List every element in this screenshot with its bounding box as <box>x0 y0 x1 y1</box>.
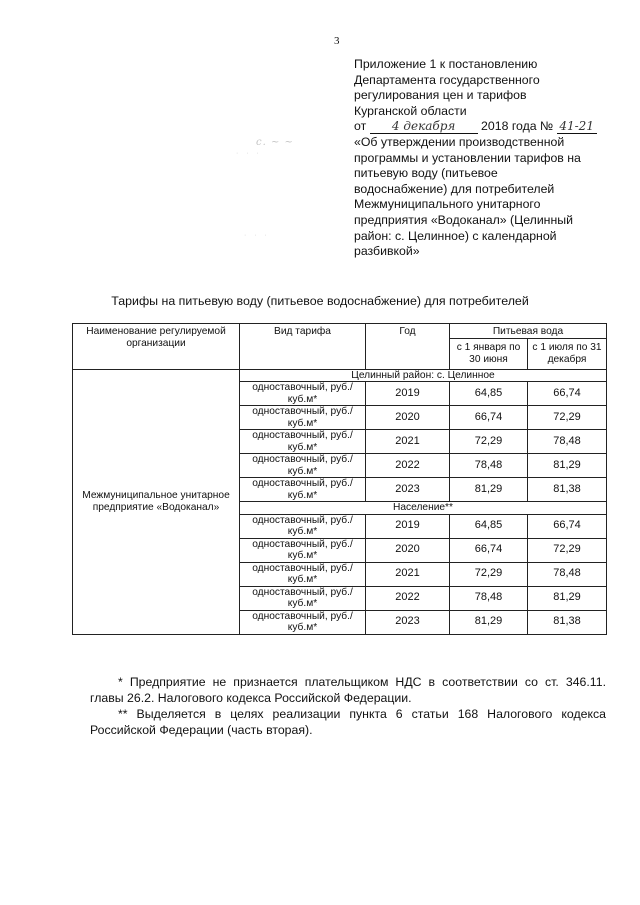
cell-year: 2023 <box>366 610 450 634</box>
cell-tariff-type: одноставочный, руб./куб.м* <box>240 514 366 538</box>
cell-tariff-type: одноставочный, руб./куб.м* <box>240 454 366 478</box>
cell-year: 2022 <box>366 586 450 610</box>
date-suffix: 2018 года № <box>481 119 554 134</box>
section-title: Население** <box>240 502 607 515</box>
cell-period-1: 72,29 <box>450 562 528 586</box>
annex-about-line: питьевую воду (питьевое <box>354 166 498 181</box>
cell-period-1: 78,48 <box>450 586 528 610</box>
cell-period-1: 66,74 <box>450 538 528 562</box>
annex-line: регулирования цен и тарифов <box>354 88 527 103</box>
page-number: 3 <box>334 35 340 47</box>
cell-year: 2020 <box>366 538 450 562</box>
cell-period-2: 81,38 <box>528 478 607 502</box>
cell-tariff-type: одноставочный, руб./куб.м* <box>240 586 366 610</box>
footnote-vat: * Предприятие не признается плательщиком НДС в соответствии со ст. 346.11. главы 26.2. Налогового кодекса Российской Федерации. <box>90 675 606 705</box>
annex-date-line <box>354 119 604 135</box>
annex-line: Приложение 1 к постановлению <box>354 57 538 71</box>
cell-tariff-type: одноставочный, руб./куб.м* <box>240 406 366 430</box>
cell-period-2: 81,38 <box>528 610 607 634</box>
organization-name: Межмуниципальное унитарное предприятие «Водоканал» <box>73 369 240 634</box>
annex-line: Курганской области <box>354 103 467 118</box>
annex-about-line: Межмуниципального унитарного <box>354 197 541 212</box>
cell-tariff-type: одноставочный, руб./куб.м* <box>240 430 366 454</box>
footnote-population: ** Выделяется в целях реализации пункта 6 статьи 168 Налогового кодекса Российской Федерации (часть вторая). <box>90 707 606 737</box>
faint-stamp-mark: с. ~ ~ <box>256 137 294 148</box>
header-period-1: с 1 января по 30 июня <box>450 338 528 369</box>
date-prefix: от <box>354 119 367 134</box>
header-water: Питьевая вода <box>450 324 607 339</box>
cell-period-2: 81,29 <box>528 454 607 478</box>
annex-header <box>354 57 604 260</box>
cell-period-2: 66,74 <box>528 514 607 538</box>
cell-period-1: 64,85 <box>450 382 528 406</box>
section-title: Целинный район: с. Целинное <box>240 369 607 382</box>
header-period-2: с 1 июля по 31 декабря <box>528 338 607 369</box>
cell-period-2: 72,29 <box>528 538 607 562</box>
cell-tariff-type: одноставочный, руб./куб.м* <box>240 562 366 586</box>
cell-period-1: 78,48 <box>450 454 528 478</box>
cell-period-2: 78,48 <box>528 430 607 454</box>
cell-year: 2020 <box>366 406 450 430</box>
cell-tariff-type: одноставочный, руб./куб.м* <box>240 610 366 634</box>
cell-period-2: 78,48 <box>528 562 607 586</box>
scan-noise: · · · <box>244 232 270 239</box>
cell-year: 2022 <box>366 454 450 478</box>
cell-period-2: 72,29 <box>528 406 607 430</box>
cell-period-1: 81,29 <box>450 610 528 634</box>
header-tariff-type: Вид тарифа <box>240 324 366 370</box>
annex-line: Департамента государственного <box>354 72 540 87</box>
cell-period-2: 81,29 <box>528 586 607 610</box>
annex-about-line: предприятия «Водоканал» (Целинный <box>354 212 573 227</box>
cell-year: 2021 <box>366 562 450 586</box>
annex-about-line: район: с. Целинное) с календарной <box>354 228 557 243</box>
cell-period-1: 72,29 <box>450 430 528 454</box>
cell-tariff-type: одноставочный, руб./куб.м* <box>240 538 366 562</box>
cell-year: 2021 <box>366 430 450 454</box>
table-title: Тарифы на питьевую воду (питьевое водоснабжение) для потребителей <box>111 294 529 308</box>
cell-period-1: 64,85 <box>450 514 528 538</box>
cell-tariff-type: одноставочный, руб./куб.м* <box>240 478 366 502</box>
cell-period-1: 81,29 <box>450 478 528 502</box>
annex-about-line: программы и установлении тарифов на <box>354 150 581 165</box>
annex-about-line: разбивкой» <box>354 244 420 259</box>
handwritten-date: 4 декабря <box>370 120 478 134</box>
cell-tariff-type: одноставочный, руб./куб.м* <box>240 382 366 406</box>
header-year: Год <box>366 324 450 370</box>
footnotes <box>90 674 606 738</box>
annex-about-line: «Об утверждении производственной <box>354 134 565 149</box>
section-row <box>73 369 607 382</box>
handwritten-number: 41-21 <box>557 120 597 134</box>
header-org: Наименование регулируемой организации <box>73 324 240 370</box>
scan-noise: · · · <box>236 150 262 157</box>
cell-year: 2019 <box>366 382 450 406</box>
cell-year: 2023 <box>366 478 450 502</box>
annex-about-line: водоснабжение) для потребителей <box>354 181 555 196</box>
table-header-row <box>73 324 607 339</box>
cell-period-2: 66,74 <box>528 382 607 406</box>
tariffs-table <box>72 323 607 635</box>
cell-period-1: 66,74 <box>450 406 528 430</box>
cell-year: 2019 <box>366 514 450 538</box>
